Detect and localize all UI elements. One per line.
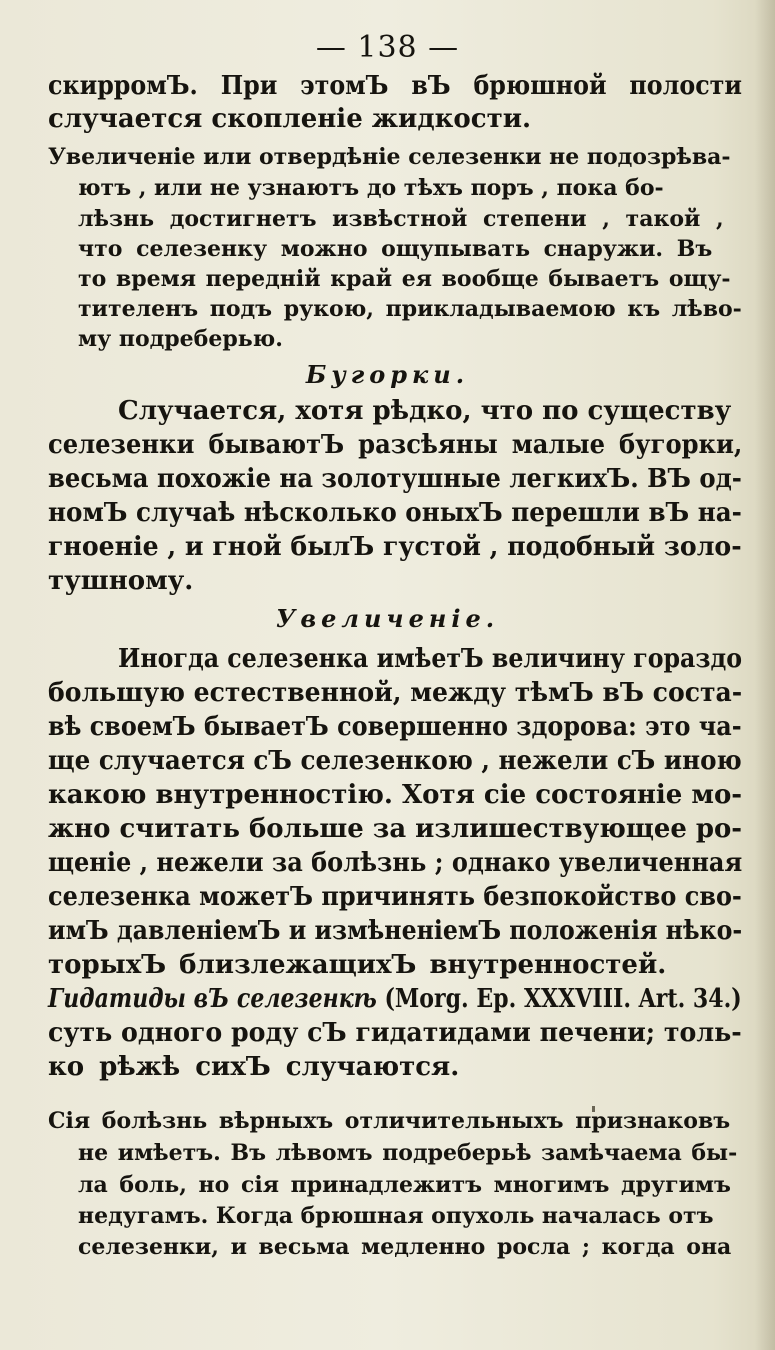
text-line: щеніе , нежели за болѣзнь ; однако увеличенная [48, 848, 743, 878]
italic-phrase: Гидатиды вЪ селезенкѣ [48, 984, 377, 1014]
text-line: тителенъ подъ рукою, прикладываемою къ лѣво- [78, 296, 742, 322]
section-heading-bugorki: Бугорки. [305, 360, 470, 389]
text-line: не имѣетъ. Въ лѣвомъ подреберьѣ замѣчаема бы- [78, 1140, 738, 1166]
text-line-hydatids [48, 986, 742, 1012]
text-line: Увеличеніе или отвердѣніе селезенки не подозрѣва- [48, 144, 731, 170]
text-line: торыхЪ близлежащихЪ внутренностей. [48, 950, 667, 980]
text-line: селезенки бываютЪ разсѣяны малые бугорки, [48, 430, 743, 460]
text-line: лѣзнь достигнетъ извѣстной степени , такой , [78, 206, 724, 232]
text-line: гноеніе , и гной былЪ густой , подобный золо- [48, 532, 742, 562]
text-line: Случается, хотя рѣдко, что по существу [118, 396, 732, 426]
text-line: весьма похожіе на золотушные легкихЪ. ВЪ од- [48, 464, 742, 494]
reference-citation: (Morg. Ep. XXXVIII. Art. 34.) [376, 984, 742, 1014]
text-line: селезенка можетЪ причинять безпокойство сво- [48, 882, 742, 912]
text-line: ютъ , или не узнаютъ до тѣхъ поръ , пока бо- [78, 175, 664, 201]
text-line: ще случается сЪ селезенкою , нежели сЪ иною [48, 746, 742, 776]
text-line: номЪ случаѣ нѣсколько оныхЪ перешли вЪ на- [48, 498, 742, 528]
text-line: ла боль, но сія принадлежитъ многимъ другимъ [78, 1172, 731, 1198]
text-line: ко рѣжѣ сихЪ случаются. [48, 1052, 460, 1082]
text-line: селезенки, и весьма медленно росла ; когда она [78, 1234, 732, 1260]
text-line: Иногда селезенка имѣетЪ величину гораздо [118, 644, 743, 674]
text-line: что селезенку можно ощупывать снаружи. Въ [78, 236, 713, 262]
text-line: суть одного роду сЪ гидатидами печени; толь- [48, 1018, 742, 1048]
text-line: большую естественной, между тѣмЪ вЪ соста- [48, 678, 743, 708]
text-line: имЪ давленіемЪ и измѣненіемЪ положенія нѣко- [48, 916, 743, 946]
text-line: му подреберью. [78, 326, 283, 352]
text-line: недугамъ. Когда брюшная опухоль началась отъ [78, 1203, 714, 1229]
text-line: вѣ своемЪ бываетЪ совершенно здорова: это ча- [48, 712, 742, 742]
text-line: какою внутренностію. Хотя сіе состояніе мо- [48, 780, 743, 810]
text-line: жно считать больше за излишествующее ро- [48, 814, 743, 844]
text-line: Сія болѣзнь вѣрныхъ отличительныхъ признаковъ [48, 1108, 731, 1134]
text-line: скирромЪ. При этомЪ вЪ брюшной полости [48, 71, 742, 101]
page-number: — 138 — [315, 30, 460, 65]
text-line: то время передній край ея вообще бываетъ ощу- [78, 266, 731, 292]
page-spine-shadow [755, 0, 775, 1350]
text-line: случается скопленіе жидкости. [48, 104, 532, 134]
section-heading-uvelichenie: Увеличеніе. [275, 604, 500, 633]
text-line: тушному. [48, 566, 194, 596]
